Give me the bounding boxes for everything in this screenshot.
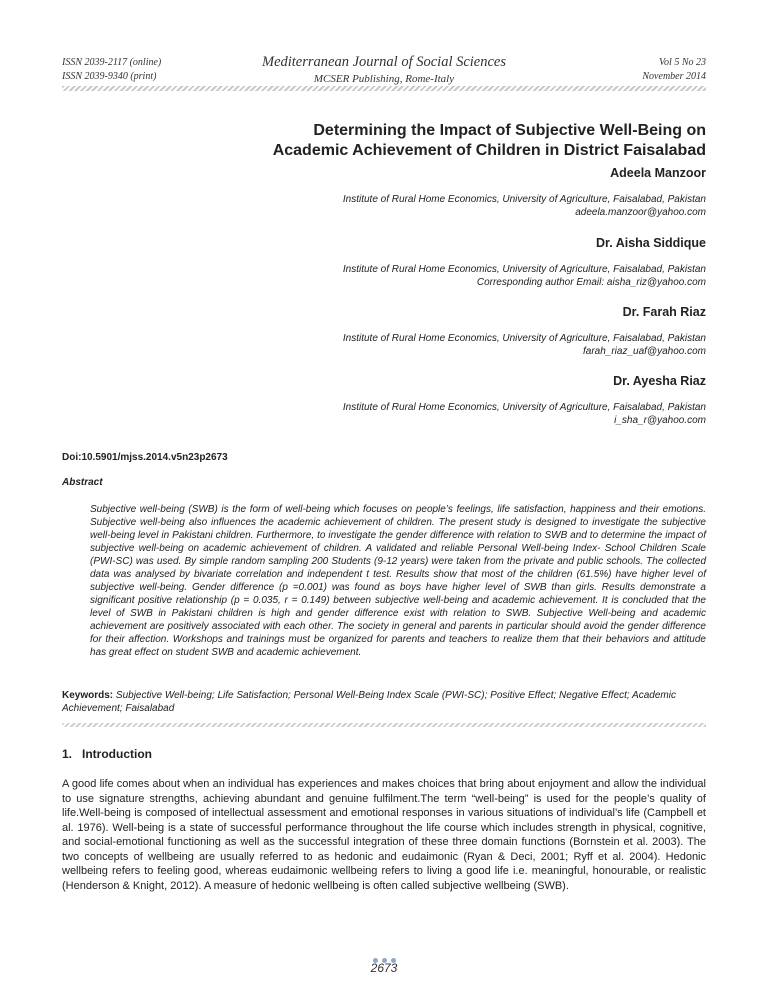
page-header	[62, 52, 706, 86]
doi: Doi:10.5901/mjss.2014.v5n23p2673	[62, 452, 228, 463]
author-affiliation: Institute of Rural Home Economics, University of Agriculture, Faisalabad, Pakistan	[342, 264, 706, 275]
section-number: 1.	[62, 747, 73, 761]
author-contact: i_sha_r@yahoo.com	[614, 415, 706, 426]
author-name: Dr. Aisha Siddique	[596, 236, 706, 250]
header-divider	[62, 86, 706, 91]
intro-paragraph: A good life comes about when an individual has experiences and makes choices that bring about enjoyment and allow the individual to use signature strengths, achieving abundant and genuine fulfilment.The term “well-being” is used for the people’s quality of life.Well-being is composed of intellectual assessment and emotional responses in various situations of individual’s life (Campbell et al. 1976). Well-being is a state of successful performance throughout the life course which includes strength in physical, cognitive, and social-emotional functioning as well as the successful integration of these three domain functions (Bornstein et al. 2003). The two concepts of wellbeing are usually referred to as hedonic and eudaimonic (Ryan & Deci, 2001; Ryff et al. 2004). Hedonic wellbeing refers to feeling good, whereas eudaimonic wellbeing refers to living a good life i.e. meaningful, honourable, or realistic (Henderson & Knight, 2012). A measure of hedonic wellbeing is often called subjective wellbeing (SWB).	[62, 778, 706, 892]
author-3	[146, 304, 706, 358]
journal-name: Mediterranean Journal of Social Sciences	[261, 54, 507, 70]
paper-title	[146, 121, 706, 161]
section-title: Introduction	[82, 747, 152, 761]
author-name: Dr. Farah Riaz	[622, 305, 706, 319]
keywords	[62, 689, 706, 715]
title-line-2: Academic Achievement of Children in District Faisalabad	[272, 142, 706, 159]
author-contact: adeela.manzoor@yahoo.com	[575, 207, 706, 218]
author-affiliation: Institute of Rural Home Economics, University of Agriculture, Faisalabad, Pakistan	[342, 333, 706, 344]
author-contact: Corresponding author Email: aisha_riz@yahoo.com	[476, 277, 706, 288]
journal-block	[62, 52, 706, 87]
page-ornament	[0, 950, 768, 958]
issn-print: ISSN 2039-9340 (print)	[62, 71, 157, 82]
volume-block	[642, 56, 706, 84]
author-4	[146, 373, 706, 427]
author-name: Dr. Ayesha Riaz	[613, 374, 706, 388]
section-heading	[62, 747, 162, 761]
abstract-heading: Abstract	[62, 477, 103, 488]
abstract-text: Subjective well-being (SWB) is the form of well-being which focuses on people’s feelings, life satisfaction, happiness and their emotions. Subjective well-being also influences the academic achievement of children. The present study is designed to investigate the subjective well-being level in Pakistani children. Furthermore, to investigate the gender difference with relation to SWB and to determine the impact of subjective well-being on academic achievement of children. A validated and reliable Personal Well-being Index- School Children Scale (PWI-SC) was used. By simple random sampling 200 Students (9-12 years) were taken from the private and public schools. The collected data was analysed by bivariate correlation and independent t test. Results show that most of the children (61.5%) have higher level of subjective well-being. Gender difference (p =0.001) was found as boys have higher level of SWB than girls. Results demonstrate a significant positive relationship (p = 0.035, r = 0.149) between subjective well-being and academic achievement. It is concluded that the level of SWB in Pakistani children is high and gender difference exist with relation to SWB. Subjective Well-being and academic achievement are positively associated with each other. The society in general and parents in particular should avoid the gender difference for their affection. Workshops and trainings must be organized for parents and teachers to realize them that their behaviors and attitude has great effect on student SWB and academic achievement.	[90, 504, 706, 658]
author-contact: farah_riaz_uaf@yahoo.com	[583, 346, 706, 357]
author-affiliation: Institute of Rural Home Economics, University of Agriculture, Faisalabad, Pakistan	[342, 402, 706, 413]
publisher-name: MCSER Publishing, Rome-Italy	[313, 73, 455, 85]
author-1	[146, 165, 706, 219]
issn-online: ISSN 2039-2117 (online)	[62, 57, 162, 68]
title-line-1: Determining the Impact of Subjective Well-Being on	[313, 122, 706, 139]
author-name: Adeela Manzoor	[610, 166, 706, 180]
keywords-label: Keywords:	[62, 690, 114, 701]
author-affiliation: Institute of Rural Home Economics, University of Agriculture, Faisalabad, Pakistan	[342, 194, 706, 205]
keywords-list: Subjective Well-being; Life Satisfaction; Personal Well-Being Index Scale (PWI-SC); Positive Effect; Negative Effect; Academic Achievement; Faisalabad	[62, 690, 676, 714]
author-2	[146, 235, 706, 289]
issue-date: November 2014	[642, 71, 706, 82]
page-number: 2673	[370, 961, 398, 975]
volume-issue: Vol 5 No 23	[659, 57, 706, 68]
keywords-divider	[62, 723, 706, 727]
